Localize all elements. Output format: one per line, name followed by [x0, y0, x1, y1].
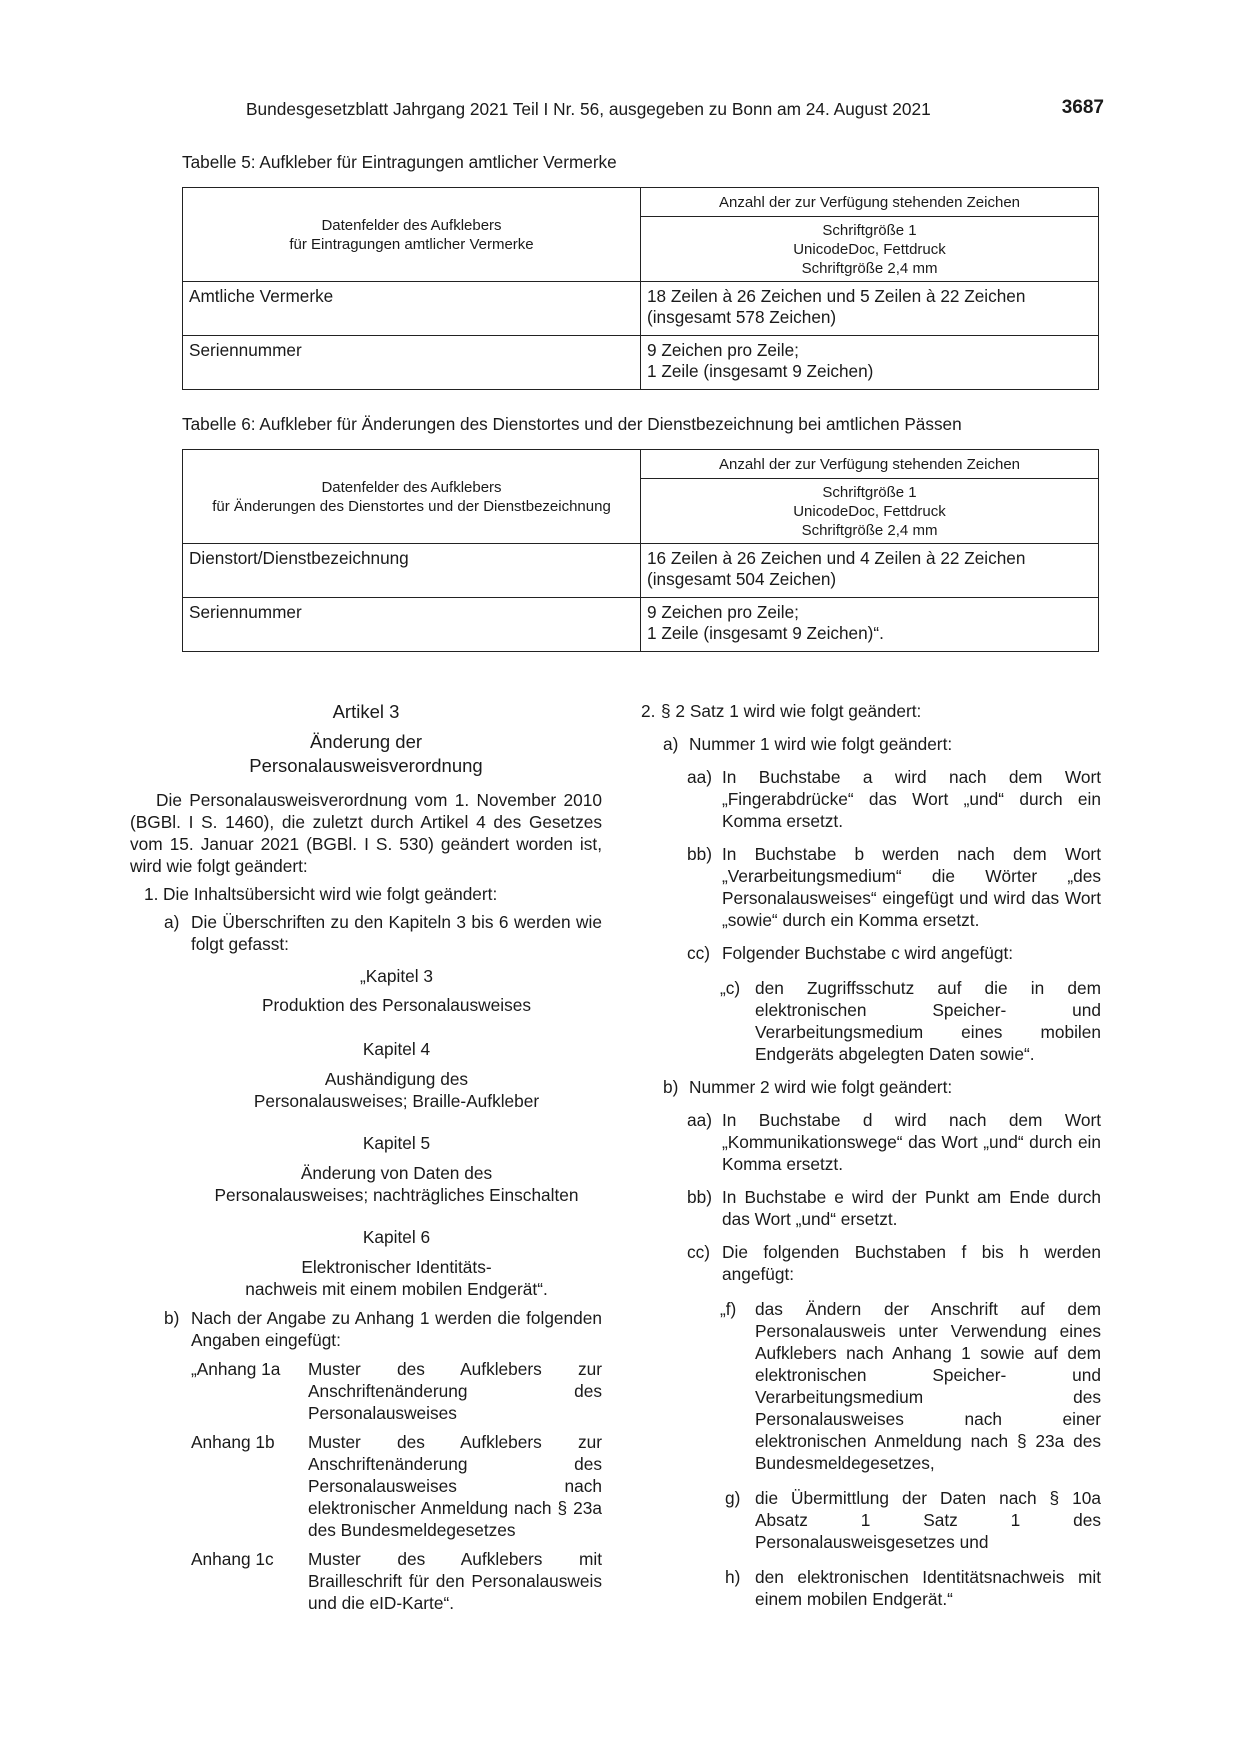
chapter-title	[191, 1162, 602, 1206]
table5-head-right-top: Anzahl der zur Verfügung stehenden Zeichen	[641, 188, 1099, 217]
item-text: In Buchstabe e wird der Punkt am Ende durch das Wort „und“ ersetzt.	[722, 1187, 1101, 1229]
item-text: Die Überschriften zu den Kapiteln 3 bis 6 werden wie folgt gefasst:	[191, 912, 602, 954]
article-heading: Artikel 3	[332, 701, 400, 722]
table5-chars-line: 18 Zeilen à 26 Zeichen und 5 Zeilen à 22 Zeichen	[647, 286, 1026, 306]
chapter-title	[191, 1256, 602, 1300]
item-text: Nummer 1 wird wie folgt geändert:	[689, 734, 953, 754]
item-text: In Buchstabe b werden nach dem Wort „Verarbeitungsmedium“ die Wörter „des Personalausweises“ eingefügt und wird das Wort „sowie“ durch ein Komma ersetzt.	[722, 844, 1101, 930]
item-text: die Übermittlung der Daten nach § 10a Absatz 1 Satz 1 des Personalausweisgesetzes und	[755, 1488, 1101, 1552]
chapter-title-line: Aushändigung des	[324, 1069, 469, 1089]
table6-head-left	[183, 450, 641, 544]
item-label: aa)	[687, 767, 712, 787]
table6-chars-line: 16 Zeilen à 26 Zeichen und 4 Zeilen à 22 Zeichen	[647, 548, 1026, 568]
table6-head-right-sub	[641, 479, 1099, 544]
table-row	[183, 544, 1099, 598]
table5-chars-line: 9 Zeichen pro Zeile;	[647, 340, 799, 360]
chapter-title-line: nachweis mit einem mobilen Endgerät“.	[245, 1279, 548, 1299]
item-label: g)	[725, 1488, 741, 1508]
table5-head-left-line: für Eintragungen amtlicher Vermerke	[289, 235, 534, 253]
item-label: aa)	[687, 1110, 712, 1130]
list-item	[130, 911, 602, 955]
chapter-title	[191, 1068, 602, 1112]
right-column	[641, 700, 1101, 1610]
list-item	[641, 942, 1101, 964]
item-label: a)	[663, 734, 679, 754]
annex-text: Muster des Aufklebers zur Anschriftenänderung des Personalausweises nach elektronischer Anmeldung nach § 23a des Bundesmeldegesetzes	[308, 1432, 602, 1540]
list-item	[130, 883, 602, 905]
annex-item	[130, 1548, 602, 1614]
running-header: Bundesgesetzblatt Jahrgang 2021 Teil I Nr. 56, ausgegeben zu Bonn am 24. August 2021	[246, 99, 931, 119]
chapter-label: Kapitel 5	[362, 1133, 431, 1153]
list-item	[641, 843, 1101, 931]
table5-head-left-line: Datenfelder des Aufklebers	[321, 216, 502, 234]
list-item	[641, 1298, 1101, 1474]
chapter-label: Kapitel 6	[362, 1227, 431, 1247]
table5-field: Amtliche Vermerke	[183, 282, 641, 336]
chapter-title-line: Personalausweises; Braille-Aufkleber	[253, 1091, 540, 1111]
list-item	[641, 766, 1101, 832]
table6-head-left-line: Datenfelder des Aufklebers	[321, 478, 502, 496]
table6-caption: Tabelle 6: Aufkleber für Änderungen des Dienstortes und der Dienstbezeichnung bei amtlichen Pässen	[182, 414, 962, 434]
item-label: bb)	[687, 1187, 712, 1207]
table5-head-left	[183, 188, 641, 282]
left-column	[130, 700, 602, 1614]
annex-item	[130, 1358, 602, 1424]
table5-caption: Tabelle 5: Aufkleber für Eintragungen amtlicher Vermerke	[182, 152, 617, 172]
table6	[182, 449, 1099, 652]
annex-text: Muster des Aufklebers zur Anschriftenänderung des Personalausweises	[308, 1359, 602, 1423]
item-label: „f)	[720, 1299, 737, 1319]
item-label: cc)	[687, 1242, 711, 1262]
chapter-title-line: Änderung von Daten des	[300, 1163, 493, 1183]
chapter-title-line: Elektronischer Identitäts-	[301, 1257, 492, 1277]
table6-field: Dienstort/Dienstbezeichnung	[183, 544, 641, 598]
table5-head-right-sub	[641, 217, 1099, 282]
article-title	[130, 730, 602, 778]
item-text: § 2 Satz 1 wird wie folgt geändert:	[661, 701, 922, 721]
table6-head-left-line: für Änderungen des Dienstortes und der Dienstbezeichnung	[212, 497, 611, 515]
list-item	[641, 1241, 1101, 1285]
annex-text: Muster des Aufklebers mit Brailleschrift für den Personalausweis und die eID-Karte“.	[308, 1549, 602, 1613]
chapter-label: „Kapitel 3	[359, 966, 433, 986]
chapter-block	[130, 965, 602, 1300]
list-item	[641, 1487, 1101, 1553]
annex-item	[130, 1431, 602, 1541]
table5	[182, 187, 1099, 390]
table6-head-sub-line: UnicodeDoc, Fettdruck	[793, 502, 946, 520]
table5-chars	[641, 282, 1099, 336]
item-text: den elektronischen Identitätsnachweis mit einem mobilen Endgerät.“	[755, 1567, 1101, 1609]
table6-field: Seriennummer	[183, 598, 641, 652]
item-text: Folgender Buchstabe c wird angefügt:	[722, 943, 1014, 963]
annex-label: Anhang 1b	[191, 1432, 275, 1452]
item-label: bb)	[687, 844, 712, 864]
chapter-title-line: Personalausweises; nachträgliches Einschalten	[214, 1185, 579, 1205]
table-row	[183, 336, 1099, 390]
table6-chars-line: 9 Zeichen pro Zeile;	[647, 602, 799, 622]
table5-chars-line: (insgesamt 578 Zeichen)	[647, 306, 837, 327]
chapter-label: Kapitel 4	[362, 1039, 431, 1059]
table-row	[183, 598, 1099, 652]
item-text: In Buchstabe d wird nach dem Wort „Kommunikationswege“ das Wort „und“ durch ein Komma ersetzt.	[722, 1110, 1101, 1174]
list-item	[641, 977, 1101, 1065]
article-title-line: Personalausweisverordnung	[249, 755, 483, 776]
list-item	[641, 700, 1101, 722]
item-text: den Zugriffsschutz auf die in dem elektronischen Speicher- und Verarbeitungsmedium eines mobilen Endgeräts abgelegten Daten sowie“.	[755, 978, 1101, 1064]
table5-head-sub-line: UnicodeDoc, Fettdruck	[793, 240, 946, 258]
table5-chars-line: 1 Zeile (insgesamt 9 Zeichen)	[647, 360, 874, 381]
table6-head-sub-line: Schriftgröße 2,4 mm	[801, 521, 938, 539]
table6-head-sub-line: Schriftgröße 1	[822, 483, 917, 501]
list-item	[641, 733, 1101, 755]
table6-chars-line: 1 Zeile (insgesamt 9 Zeichen)“.	[647, 622, 884, 643]
item-label: „c)	[720, 978, 741, 998]
table5-head-sub-line: Schriftgröße 1	[822, 221, 917, 239]
page-number: 3687	[1061, 97, 1104, 118]
list-item	[130, 1307, 602, 1351]
table6-head-right-top: Anzahl der zur Verfügung stehenden Zeichen	[641, 450, 1099, 479]
list-item	[641, 1186, 1101, 1230]
article-title-line: Änderung der	[309, 731, 423, 752]
item-label: b)	[164, 1308, 180, 1328]
table5-field: Seriennummer	[183, 336, 641, 390]
list-item	[641, 1566, 1101, 1610]
item-label: cc)	[687, 943, 711, 963]
item-text: Nummer 2 wird wie folgt geändert:	[689, 1077, 953, 1097]
item-text: Die folgenden Buchstaben f bis h werden angefügt:	[722, 1242, 1101, 1284]
item-label: 2.	[641, 701, 656, 721]
item-label: 1.	[144, 884, 159, 904]
item-text: Nach der Angabe zu Anhang 1 werden die folgenden Angaben eingefügt:	[191, 1308, 602, 1350]
item-text: das Ändern der Anschrift auf dem Personalausweis unter Verwendung eines Aufklebers nach Anhang 1 sowie auf dem elektronischen Speicher- und Verarbeitungsmedium des Personalausweises nach einer elektronischen Anmeldung nach § 23a des Bundesmeldegesetzes,	[755, 1299, 1101, 1473]
table6-chars	[641, 598, 1099, 652]
list-item	[641, 1076, 1101, 1098]
annex-label: „Anhang 1a	[191, 1359, 281, 1379]
item-text: Die Inhaltsübersicht wird wie folgt geändert:	[163, 884, 498, 904]
table6-chars	[641, 544, 1099, 598]
table5-head-sub-line: Schriftgröße 2,4 mm	[801, 259, 938, 277]
item-label: b)	[663, 1077, 679, 1097]
list-item	[641, 1109, 1101, 1175]
chapter-title: Produktion des Personalausweises	[262, 995, 531, 1015]
table5-chars	[641, 336, 1099, 390]
table6-chars-line: (insgesamt 504 Zeichen)	[647, 568, 837, 589]
table-row	[183, 282, 1099, 336]
item-text: In Buchstabe a wird nach dem Wort „Fingerabdrücke“ das Wort „und“ durch ein Komma ersetzt.	[722, 767, 1101, 831]
annex-label: Anhang 1c	[191, 1549, 274, 1569]
item-label: a)	[164, 912, 180, 932]
intro-paragraph: Die Personalausweisverordnung vom 1. November 2010 (BGBl. I S. 1460), die zuletzt durch Artikel 4 des Gesetzes vom 15. Januar 2021 (BGBl. I S. 530) geändert worden ist, wird wie folgt geändert:	[130, 790, 602, 876]
item-label: h)	[725, 1567, 741, 1587]
